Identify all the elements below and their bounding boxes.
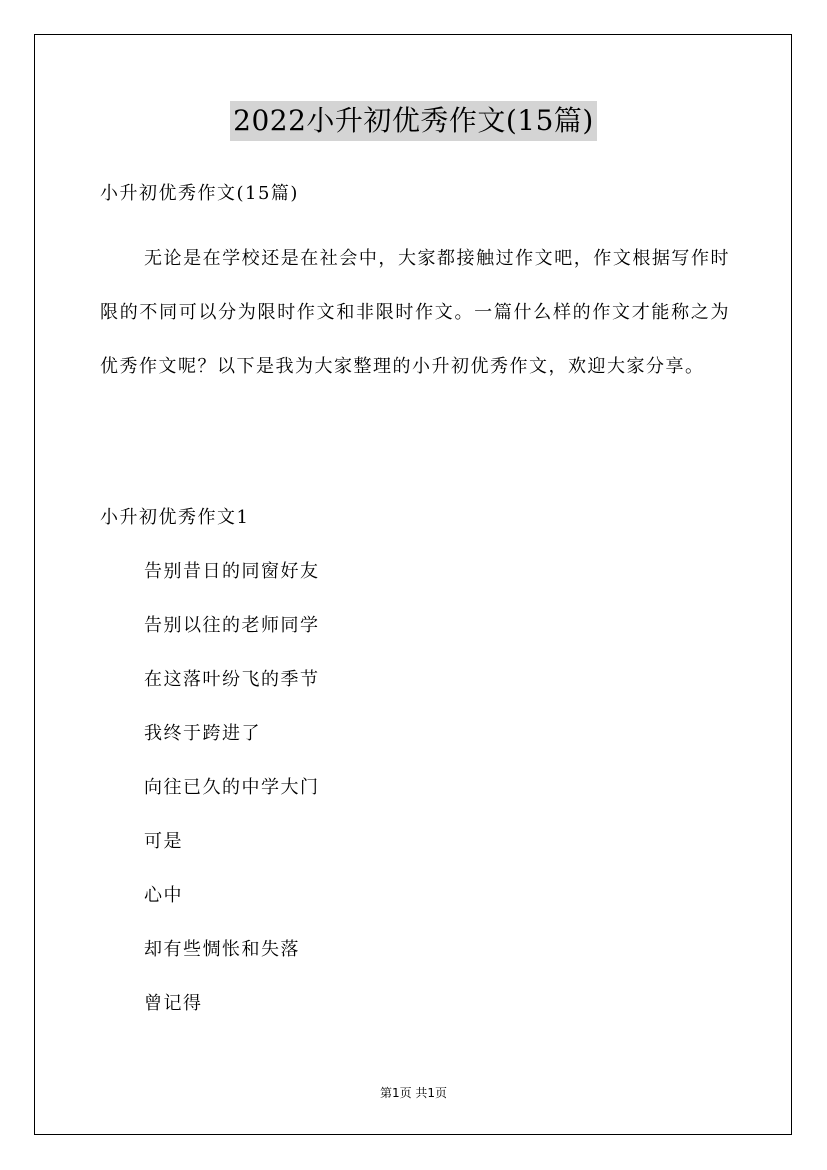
document-title: 2022小升初优秀作文(15篇): [230, 101, 597, 141]
poem-line: 曾记得: [144, 993, 203, 1014]
poem-line: 可是: [144, 831, 183, 852]
page-number: 第1页 共1页: [379, 1086, 448, 1100]
poem-line: 却有些惆怅和失落: [144, 939, 300, 960]
poem-line: 在这落叶纷飞的季节: [144, 669, 320, 690]
title-container: [0, 101, 827, 141]
intro-paragraph: 无论是在学校还是在社会中，大家都接触过作文吧，作文根据写作时限的不同可以分为限时作文和非限时作文。一篇什么样的作文才能称之为优秀作文呢？以下是我为大家整理的小升初优秀作文，欢迎大家分享。: [100, 248, 730, 377]
poem-line: 心中: [144, 885, 183, 906]
page-footer: [0, 1084, 827, 1101]
document-subtitle: 小升初优秀作文(15篇): [100, 183, 299, 204]
poem-line: 告别昔日的同窗好友: [144, 561, 320, 582]
poem-line: 我终于跨进了: [144, 723, 261, 744]
poem-line: 向往已久的中学大门: [144, 777, 320, 798]
poem-line: 告别以往的老师同学: [144, 615, 320, 636]
section-heading: 小升初优秀作文1: [100, 507, 250, 528]
